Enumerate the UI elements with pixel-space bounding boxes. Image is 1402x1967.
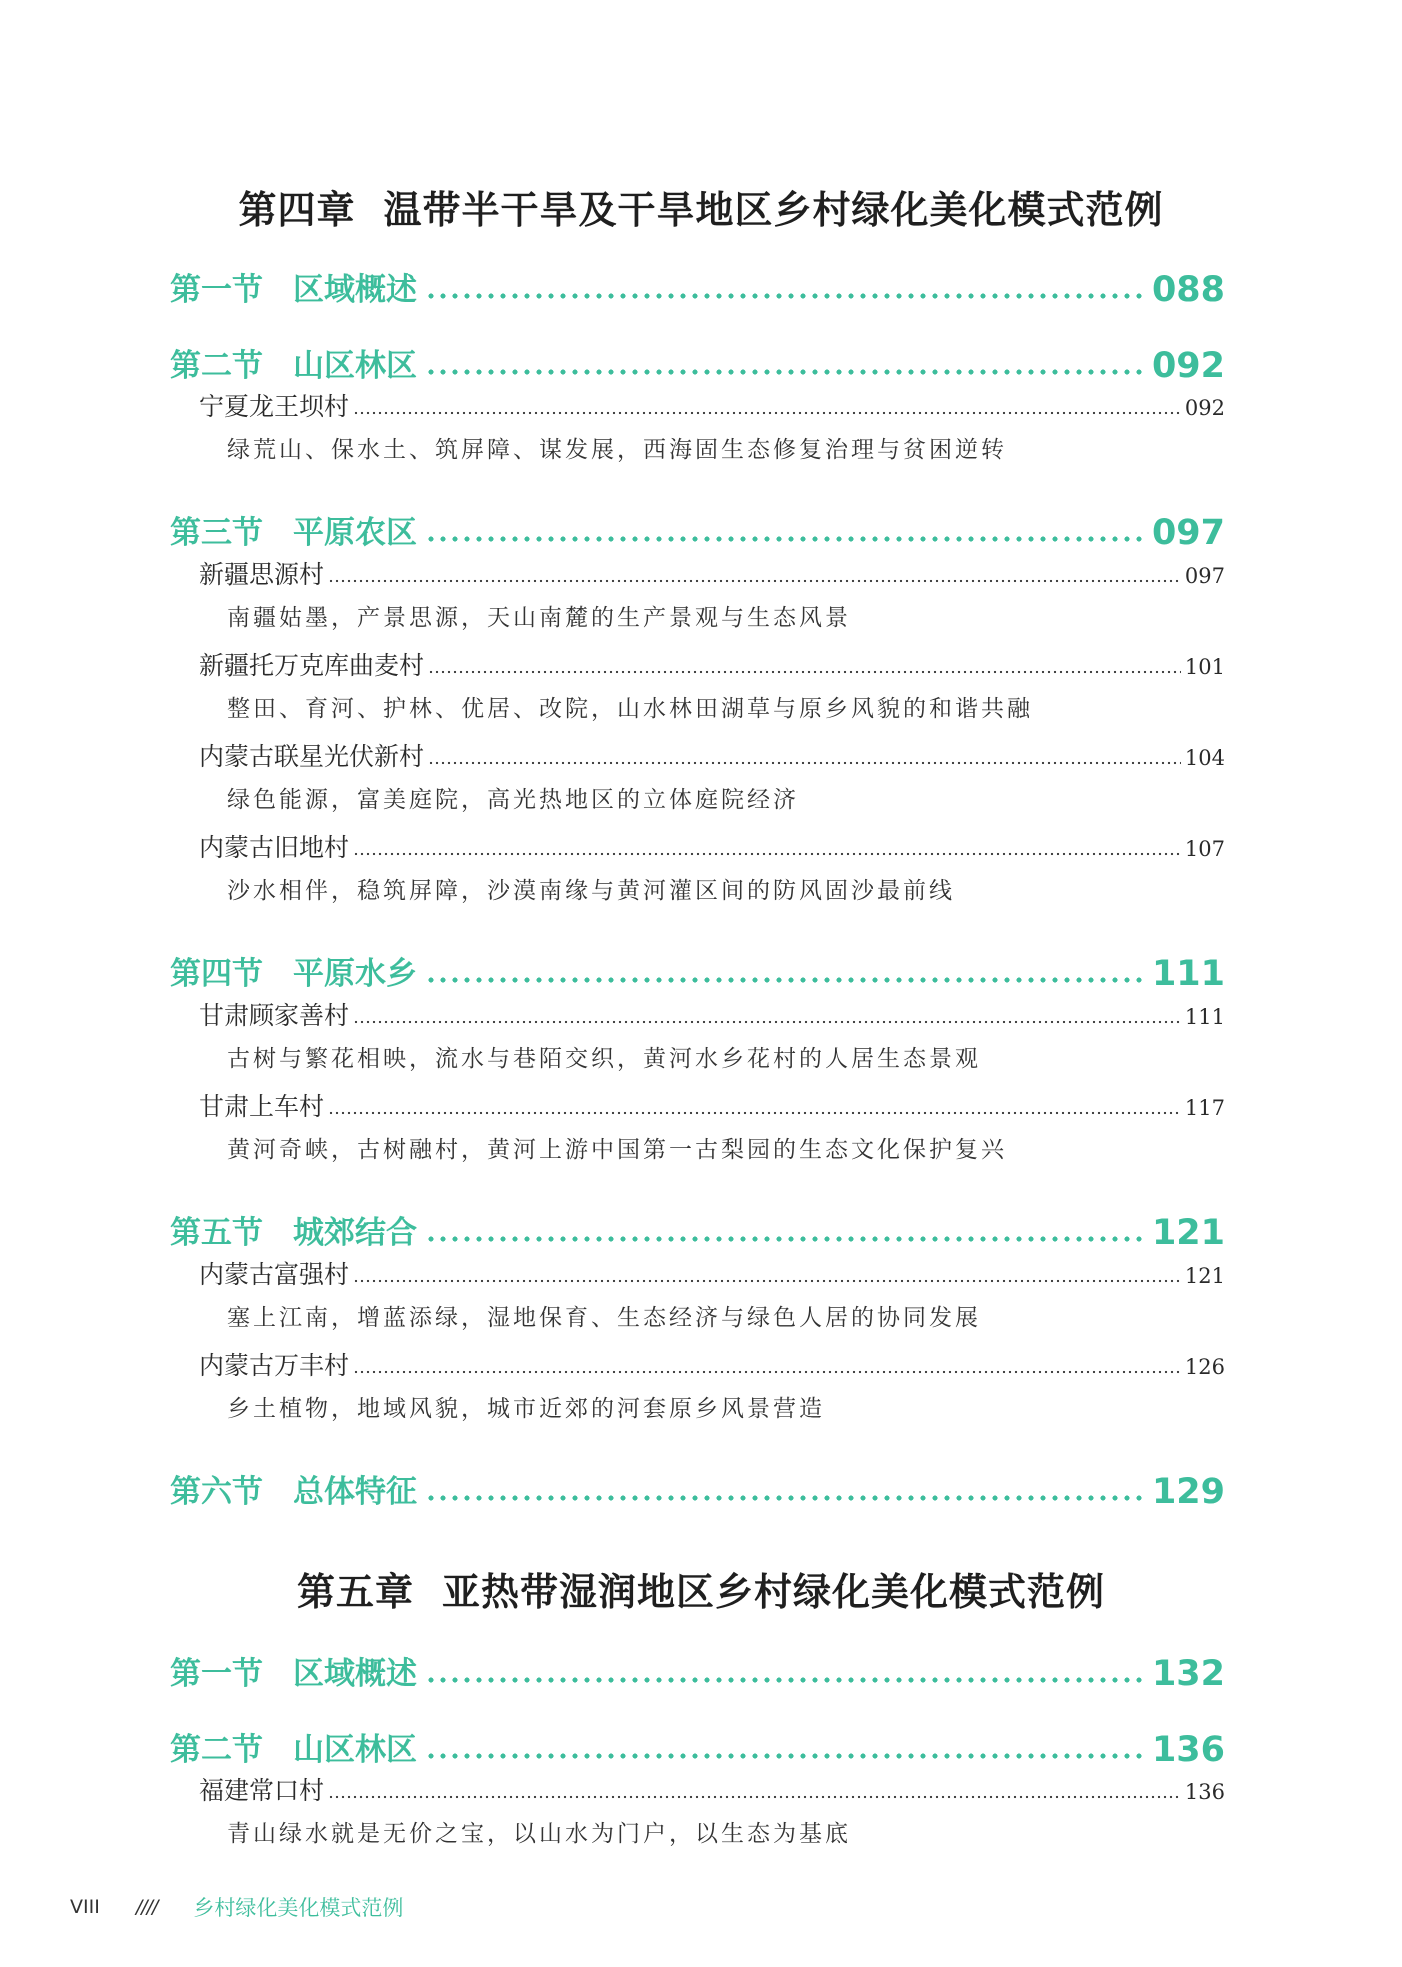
toc-section[interactable] [170,262,1225,310]
toc-entry[interactable] [199,1348,1225,1382]
entry-name: 内蒙古旧地村 [199,833,350,862]
chapter-number: 第四章 [238,187,356,232]
chapter-heading [0,1568,1402,1616]
section-page: 088 [1151,270,1225,310]
dot-leader [425,977,1144,983]
entry-name: 宁夏龙王坝村 [199,392,350,421]
section-number: 第一节 [170,1656,263,1692]
dot-leader [353,1020,1181,1024]
toc-entry[interactable] [199,830,1225,864]
entry-page: 107 [1184,837,1225,861]
entry-description: 塞上江南，增蓝添绿，湿地保育、生态经济与绿色人居的协同发展 [227,1305,981,1331]
toc-entry[interactable] [199,998,1225,1032]
section-title: 山区林区 [293,1732,417,1768]
dot-leader [328,1111,1181,1115]
entry-name: 甘肃上车村 [199,1092,325,1121]
toc-section[interactable] [170,338,1225,386]
dot-leader [328,579,1181,583]
section-title: 城郊结合 [293,1215,417,1251]
section-title: 平原农区 [293,515,417,551]
dot-leader [428,761,1181,765]
entry-page: 111 [1184,1005,1225,1029]
section-number: 第四节 [170,956,263,992]
section-number: 第二节 [170,348,263,384]
toc-entry[interactable] [199,557,1225,591]
entry-name: 内蒙古联星光伏新村 [199,742,425,771]
entry-description: 古树与繁花相映，流水与巷陌交织，黄河水乡花村的人居生态景观 [227,1046,981,1072]
section-page: 097 [1151,513,1225,553]
section-title: 总体特征 [293,1474,417,1510]
toc-section[interactable] [170,1646,1225,1694]
entry-name: 甘肃顾家善村 [199,1001,350,1030]
entry-description: 乡土植物，地域风貌，城市近郊的河套原乡风景营造 [227,1396,825,1422]
dot-leader [425,1753,1144,1759]
section-page: 111 [1151,954,1225,994]
entry-page: 136 [1184,1780,1225,1804]
dot-leader [328,1795,1181,1799]
dot-leader [425,1236,1144,1242]
dot-leader [425,1495,1144,1501]
entry-page: 101 [1184,655,1225,679]
toc-entry[interactable] [199,1089,1225,1123]
toc-section[interactable] [170,505,1225,553]
toc-entry[interactable] [199,389,1225,423]
entry-description: 南疆姑墨，产景思源，天山南麓的生产景观与生态风景 [227,605,851,631]
dot-leader [428,670,1181,674]
dot-leader [425,369,1144,375]
chapter-number: 第五章 [296,1569,414,1614]
dot-leader [425,1677,1144,1683]
footer-page-number: VIII [70,1896,100,1918]
entry-page: 117 [1184,1096,1225,1120]
entry-page: 121 [1184,1264,1225,1288]
page-footer [70,1891,403,1923]
dot-leader [353,852,1181,856]
entry-description: 沙水相伴，稳筑屏障，沙漠南缘与黄河灌区间的防风固沙最前线 [227,878,955,904]
toc-section[interactable] [170,1205,1225,1253]
entry-page: 126 [1184,1355,1225,1379]
dot-leader [353,411,1181,415]
entry-description: 黄河奇峡，古树融村，黄河上游中国第一古梨园的生态文化保护复兴 [227,1137,1007,1163]
section-number: 第二节 [170,1732,263,1768]
dot-leader [353,1279,1181,1283]
entry-page: 097 [1184,564,1225,588]
dot-leader [425,536,1144,542]
toc-section[interactable] [170,1722,1225,1770]
section-number: 第六节 [170,1474,263,1510]
section-page: 129 [1151,1472,1225,1512]
toc-entry[interactable] [199,1257,1225,1291]
chapter-heading [0,186,1402,234]
section-number: 第三节 [170,515,263,551]
entry-name: 新疆思源村 [199,560,325,589]
entry-name: 新疆托万克库曲麦村 [199,651,425,680]
toc-section[interactable] [170,1464,1225,1512]
section-page: 092 [1151,346,1225,386]
section-title: 平原水乡 [293,956,417,992]
dot-leader [353,1370,1181,1374]
section-number: 第一节 [170,272,263,308]
section-page: 121 [1151,1213,1225,1253]
entry-description: 绿荒山、保水土、筑屏障、谋发展，西海固生态修复治理与贫困逆转 [227,437,1007,463]
chapter-title: 温带半干旱及干旱地区乡村绿化美化模式范例 [383,187,1164,232]
section-title: 山区林区 [293,348,417,384]
section-title: 区域概述 [293,1656,417,1692]
entry-page: 092 [1184,396,1225,420]
footer-separator: //// [135,1896,158,1918]
entry-name: 福建常口村 [199,1776,325,1805]
toc-entry[interactable] [199,739,1225,773]
entry-name: 内蒙古富强村 [199,1260,350,1289]
section-title: 区域概述 [293,272,417,308]
entry-description: 整田、育河、护林、优居、改院，山水林田湖草与原乡风貌的和谐共融 [227,696,1033,722]
section-page: 132 [1151,1654,1225,1694]
footer-book-title: 乡村绿化美化模式范例 [193,1896,404,1920]
entry-description: 青山绿水就是无价之宝，以山水为门户，以生态为基底 [227,1821,851,1847]
toc-section[interactable] [170,946,1225,994]
section-page: 136 [1151,1730,1225,1770]
chapter-title: 亚热带湿润地区乡村绿化美化模式范例 [442,1569,1106,1614]
dot-leader [425,293,1144,299]
entry-name: 内蒙古万丰村 [199,1351,350,1380]
section-number: 第五节 [170,1215,263,1251]
entry-description: 绿色能源，富美庭院，高光热地区的立体庭院经济 [227,787,799,813]
toc-entry[interactable] [199,648,1225,682]
entry-page: 104 [1184,746,1225,770]
toc-entry[interactable] [199,1773,1225,1807]
